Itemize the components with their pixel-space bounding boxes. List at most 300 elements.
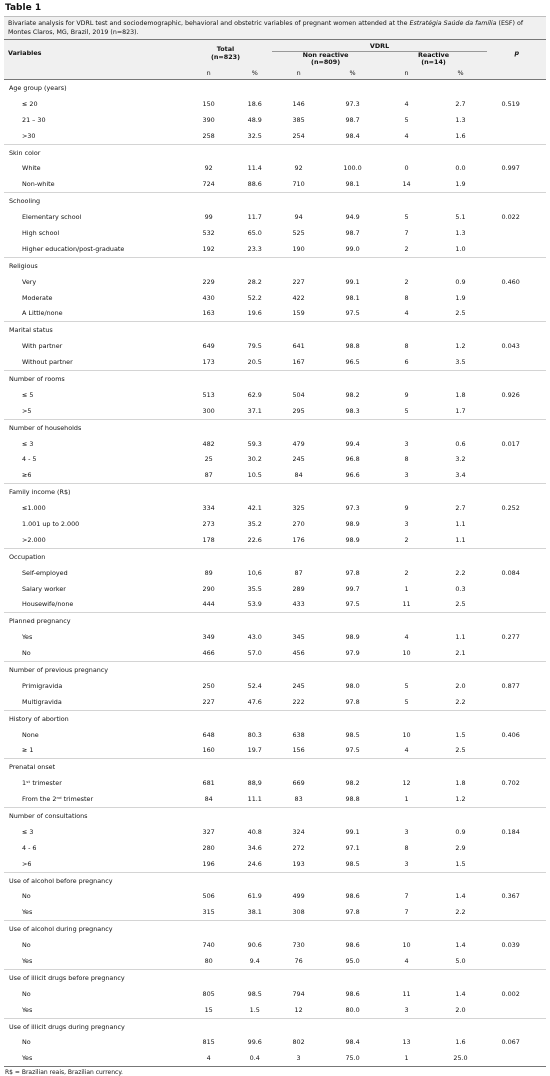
non-reactive-n-cell: 87 <box>294 568 303 577</box>
total-n-cell: 334 <box>202 504 215 513</box>
p-value-cell <box>487 840 546 856</box>
reactive-n-cell: 2 <box>404 277 409 286</box>
non-reactive-pct-cell: 98.7 <box>345 228 360 237</box>
non-reactive-pct-cell: 96.5 <box>345 358 360 367</box>
reactive-n-cell: 7 <box>404 892 409 901</box>
table-group-row <box>4 759 546 775</box>
table-row <box>4 209 546 225</box>
p-value-cell <box>487 516 546 532</box>
total-pct-cell: 23.3 <box>247 244 262 253</box>
group-label: Use of illicit drugs before pregnancy <box>4 969 546 985</box>
total-pct-cell: 42.1 <box>247 504 262 513</box>
non-reactive-pct-cell: 98.2 <box>345 390 360 399</box>
reactive-pct-cell: 2.1 <box>455 649 466 658</box>
non-reactive-pct-cell: 98.6 <box>345 892 360 901</box>
reactive-n-cell: 1 <box>380 1050 434 1066</box>
total-n-cell: 192 <box>202 244 215 253</box>
header-non-reactive-pct: % <box>326 66 380 80</box>
p-value-cell: 0.877 <box>501 681 520 690</box>
header-reactive-n: n <box>380 66 434 80</box>
total-n-cell: 482 <box>202 439 215 448</box>
p-value-cell: 0.043 <box>501 342 520 351</box>
reactive-pct-cell: 1.3 <box>455 228 466 237</box>
total-pct-cell: 62.9 <box>247 390 262 399</box>
total-n-cell: 815 <box>202 1038 215 1047</box>
p-value-cell <box>487 1050 546 1066</box>
table-group-row <box>4 484 546 500</box>
p-value-cell <box>487 290 546 306</box>
non-reactive-pct-cell: 97.3 <box>345 99 360 108</box>
reactive-n-cell: 9 <box>404 390 409 399</box>
table-header <box>4 40 546 80</box>
reactive-pct-cell: 2.5 <box>455 309 466 318</box>
non-reactive-n-cell: 308 <box>292 908 305 917</box>
p-value-cell <box>487 581 546 597</box>
p-value-cell <box>487 904 546 920</box>
reactive-n-cell: 10 <box>402 941 411 950</box>
p-value-cell: 0.277 <box>501 633 520 642</box>
category-label: From the 2ⁿᵈ trimester <box>22 795 94 804</box>
table-footnote: R$ = Brazilian reais, Brazilian currency. <box>5 1069 123 1076</box>
non-reactive-pct-cell: 99.1 <box>345 827 360 836</box>
total-n-cell: 84 <box>204 795 213 804</box>
reactive-n-cell: 6 <box>404 358 409 367</box>
table-row <box>4 451 546 467</box>
table-row <box>4 889 546 905</box>
reactive-n-cell: 9 <box>404 504 409 513</box>
non-reactive-n-cell: 76 <box>294 957 303 966</box>
total-n-cell: 390 <box>202 115 215 124</box>
category-label: None <box>22 730 39 739</box>
non-reactive-pct-cell: 97.5 <box>345 309 360 318</box>
total-n-cell: 724 <box>202 180 215 189</box>
total-n-cell: 163 <box>202 309 215 318</box>
non-reactive-pct-cell: 96.8 <box>345 455 360 464</box>
reactive-n-cell: 0 <box>404 164 409 173</box>
non-reactive-n-cell: 669 <box>292 779 305 788</box>
category-label: Self-employed <box>22 568 68 577</box>
category-label: Elementary school <box>22 213 82 222</box>
total-pct-cell: 34.6 <box>247 843 262 852</box>
reactive-n-cell: 8 <box>404 843 409 852</box>
non-reactive-n-cell: 794 <box>292 989 305 998</box>
total-pct-cell: 98.5 <box>247 989 262 998</box>
category-label: Primigravida <box>22 681 63 690</box>
group-label: Family income (R$) <box>4 484 546 500</box>
group-label: Number of rooms <box>4 371 546 387</box>
table-row <box>4 1035 546 1051</box>
reactive-pct-cell: 0.9 <box>455 277 466 286</box>
total-n-cell: 681 <box>202 779 215 788</box>
group-label: Schooling <box>4 193 546 209</box>
reactive-pct-cell: 2.5 <box>455 746 466 755</box>
table-row <box>4 1050 546 1066</box>
reactive-pct-cell: 1.5 <box>455 730 466 739</box>
group-label: Marital status <box>4 322 546 338</box>
table-row <box>4 274 546 290</box>
total-n-cell: 160 <box>202 746 215 755</box>
non-reactive-pct-cell: 80.0 <box>345 1005 360 1014</box>
reactive-n-cell: 4 <box>404 957 409 966</box>
non-reactive-pct-cell: 98.6 <box>345 941 360 950</box>
table-group-row <box>4 144 546 160</box>
non-reactive-n-cell: 272 <box>292 843 305 852</box>
non-reactive-pct-cell: 97.5 <box>345 600 360 609</box>
reactive-pct-cell: 1.1 <box>455 535 466 544</box>
header-total-pct: % <box>238 66 272 80</box>
total-n-cell: 25 <box>204 455 213 464</box>
non-reactive-pct-cell: 98.3 <box>345 406 360 415</box>
total-pct-cell: 52.2 <box>247 293 262 302</box>
total-pct-cell: 61.9 <box>247 892 262 901</box>
category-label: 1.001 up to 2.000 <box>22 519 80 528</box>
total-pct-cell: 53.9 <box>247 600 262 609</box>
non-reactive-pct-cell: 98.1 <box>345 180 360 189</box>
non-reactive-pct-cell: 98.4 <box>345 131 360 140</box>
total-n-cell: 805 <box>202 989 215 998</box>
total-n-cell: 227 <box>202 697 215 706</box>
table-row <box>4 176 546 192</box>
total-pct-cell: 99.6 <box>247 1038 262 1047</box>
category-label: White <box>22 164 41 173</box>
p-value-cell <box>487 225 546 241</box>
total-n-cell: 89 <box>204 568 213 577</box>
non-reactive-n-cell: 94 <box>294 213 303 222</box>
header-non-reactive-label: Non reactive <box>302 51 349 59</box>
reactive-n-cell: 5 <box>404 406 409 415</box>
non-reactive-pct-cell: 99.4 <box>345 439 360 448</box>
reactive-n-cell: 5 <box>404 115 409 124</box>
table-row <box>4 645 546 661</box>
table-row <box>4 354 546 370</box>
total-n-cell: 513 <box>202 390 215 399</box>
header-row-1 <box>4 40 546 52</box>
header-row-3 <box>4 66 546 80</box>
category-label: No <box>22 1038 31 1047</box>
reactive-n-cell: 13 <box>402 1038 411 1047</box>
non-reactive-pct-cell: 98.1 <box>345 293 360 302</box>
non-reactive-pct-cell: 98.4 <box>345 1038 360 1047</box>
header-p-label: p <box>514 49 520 57</box>
reactive-pct-cell: 5.1 <box>455 213 466 222</box>
category-label: Yes <box>22 633 33 642</box>
category-label: ≤1.000 <box>22 504 46 513</box>
category-label: Yes <box>22 908 33 917</box>
non-reactive-n-cell: 227 <box>292 277 305 286</box>
p-value-cell <box>487 403 546 419</box>
category-label: Without partner <box>22 358 73 367</box>
table-group-row <box>4 419 546 435</box>
total-pct-cell: 0.4 <box>238 1050 272 1066</box>
non-reactive-n-cell: 730 <box>292 941 305 950</box>
table-group-row <box>4 371 546 387</box>
non-reactive-n-cell: 289 <box>292 584 305 593</box>
non-reactive-pct-cell: 97.8 <box>345 697 360 706</box>
reactive-pct-cell: 1.8 <box>455 390 466 399</box>
non-reactive-n-cell: 245 <box>292 681 305 690</box>
category-label: Yes <box>22 957 33 966</box>
total-n-cell: 250 <box>202 681 215 690</box>
non-reactive-n-cell: 710 <box>292 180 305 189</box>
group-label: Occupation <box>4 548 546 564</box>
p-value-cell: 0.002 <box>501 989 520 998</box>
reactive-pct-cell: 1.6 <box>455 131 466 140</box>
non-reactive-pct-cell: 98.8 <box>345 795 360 804</box>
reactive-n-cell: 4 <box>404 633 409 642</box>
reactive-pct-cell: 5.0 <box>455 957 466 966</box>
group-label: Religious <box>4 257 546 273</box>
p-value-cell <box>487 128 546 144</box>
header-non-reactive-n: n <box>272 66 326 80</box>
header-non-reactive <box>272 52 380 67</box>
total-pct-cell: 19.6 <box>247 309 262 318</box>
group-label: Prenatal onset <box>4 759 546 775</box>
total-pct-cell: 24.6 <box>247 859 262 868</box>
non-reactive-n-cell: 146 <box>292 99 305 108</box>
category-label: ≤ 20 <box>22 99 38 108</box>
table-row <box>4 1002 546 1018</box>
reactive-pct-cell: 0.6 <box>455 439 466 448</box>
table-row <box>4 160 546 176</box>
category-label: >2.000 <box>22 535 46 544</box>
total-n-cell: 280 <box>202 843 215 852</box>
table-row <box>4 403 546 419</box>
group-label: Number of previous pregnancy <box>4 662 546 678</box>
total-n-cell: 649 <box>202 342 215 351</box>
total-pct-cell: 11.1 <box>247 795 262 804</box>
non-reactive-pct-cell: 98.8 <box>345 342 360 351</box>
category-label: Multigravida <box>22 697 62 706</box>
reactive-pct-cell: 1.3 <box>455 115 466 124</box>
table-row <box>4 565 546 581</box>
header-non-reactive-count: (n=809) <box>311 58 341 66</box>
table-row <box>4 840 546 856</box>
header-reactive-count: (n=14) <box>421 58 446 66</box>
category-label: 4 - 5 <box>22 455 37 464</box>
total-pct-cell: 57.0 <box>247 649 262 658</box>
p-value-cell <box>487 694 546 710</box>
total-n-cell: 648 <box>202 730 215 739</box>
non-reactive-n-cell: 167 <box>292 358 305 367</box>
total-pct-cell: 38.1 <box>247 908 262 917</box>
table-row <box>4 791 546 807</box>
total-pct-cell: 18.6 <box>247 99 262 108</box>
total-pct-cell: 52.4 <box>247 681 262 690</box>
table-row <box>4 128 546 144</box>
header-total-n: n <box>179 66 237 80</box>
reactive-pct-cell: 0.3 <box>455 584 466 593</box>
total-n-cell: 4 <box>179 1050 237 1066</box>
non-reactive-n-cell: 433 <box>292 600 305 609</box>
non-reactive-pct-cell: 97.8 <box>345 568 360 577</box>
table-row <box>4 338 546 354</box>
reactive-pct-cell: 2.2 <box>455 908 466 917</box>
non-reactive-n-cell: 325 <box>292 504 305 513</box>
p-value-cell: 0.460 <box>501 277 520 286</box>
reactive-pct-cell: 0.9 <box>455 827 466 836</box>
p-value-cell <box>487 597 546 613</box>
non-reactive-n-cell: 193 <box>292 859 305 868</box>
non-reactive-n-cell: 83 <box>294 795 303 804</box>
table-group-row <box>4 921 546 937</box>
reactive-n-cell: 1 <box>404 584 409 593</box>
category-label: 21 – 30 <box>22 115 46 124</box>
total-pct-cell: 37.1 <box>247 406 262 415</box>
p-value-cell: 0.067 <box>501 1038 520 1047</box>
non-reactive-pct-cell: 98.5 <box>345 730 360 739</box>
category-label: No <box>22 892 31 901</box>
non-reactive-n-cell: 176 <box>292 535 305 544</box>
category-label: ≥6 <box>22 471 32 480</box>
total-n-cell: 229 <box>202 277 215 286</box>
reactive-n-cell: 2 <box>404 535 409 544</box>
non-reactive-n-cell: 12 <box>294 1005 303 1014</box>
reactive-n-cell: 3 <box>404 1005 409 1014</box>
table-group-row <box>4 662 546 678</box>
reactive-n-cell: 5 <box>404 681 409 690</box>
category-label: No <box>22 649 31 658</box>
category-label: ≤ 3 <box>22 827 34 836</box>
reactive-pct-cell: 2.0 <box>455 1005 466 1014</box>
total-n-cell: 349 <box>202 633 215 642</box>
p-value-cell <box>487 856 546 872</box>
category-label: Moderate <box>22 293 53 302</box>
total-pct-cell: 43.0 <box>247 633 262 642</box>
header-reactive <box>380 52 488 67</box>
table-row <box>4 629 546 645</box>
p-value-cell: 0.039 <box>501 941 520 950</box>
non-reactive-n-cell: 324 <box>292 827 305 836</box>
reactive-n-cell: 8 <box>404 455 409 464</box>
reactive-pct-cell: 1.1 <box>455 519 466 528</box>
p-value-cell <box>487 354 546 370</box>
non-reactive-n-cell: 802 <box>292 1038 305 1047</box>
total-n-cell: 196 <box>202 859 215 868</box>
table-row <box>4 467 546 483</box>
caption-text-end: (ESF) of Montes Claros, MG, Brazil, 2019 (n=823). <box>8 20 524 36</box>
total-n-cell: 444 <box>202 600 215 609</box>
p-value-cell <box>487 1002 546 1018</box>
non-reactive-pct-cell: 97.5 <box>345 746 360 755</box>
total-pct-cell: 30.2 <box>247 455 262 464</box>
p-value-cell <box>487 176 546 192</box>
table-row <box>4 436 546 452</box>
reactive-pct-cell: 3.5 <box>455 358 466 367</box>
category-label: No <box>22 941 31 950</box>
non-reactive-pct-cell: 97.9 <box>345 649 360 658</box>
total-pct-cell: 79.5 <box>247 342 262 351</box>
table-row <box>4 112 546 128</box>
group-label: Use of alcohol before pregnancy <box>4 872 546 888</box>
reactive-n-cell: 10 <box>402 730 411 739</box>
p-value-cell: 0.252 <box>501 504 520 513</box>
reactive-pct-cell: 1.1 <box>455 633 466 642</box>
non-reactive-n-cell: 479 <box>292 439 305 448</box>
reactive-pct-cell: 25.0 <box>434 1050 488 1066</box>
reactive-n-cell: 7 <box>404 908 409 917</box>
non-reactive-n-cell: 345 <box>292 633 305 642</box>
table-group-row <box>4 613 546 629</box>
non-reactive-pct-cell: 75.0 <box>326 1050 380 1066</box>
reactive-pct-cell: 1.4 <box>455 941 466 950</box>
reactive-n-cell: 8 <box>404 293 409 302</box>
non-reactive-n-cell: 499 <box>292 892 305 901</box>
p-value-cell: 0.926 <box>501 390 520 399</box>
data-table <box>4 39 546 1067</box>
p-value-cell: 0.084 <box>501 568 520 577</box>
total-n-cell: 92 <box>204 164 213 173</box>
table-row <box>4 856 546 872</box>
p-value-cell <box>487 645 546 661</box>
table-row <box>4 500 546 516</box>
reactive-pct-cell: 2.7 <box>455 504 466 513</box>
non-reactive-pct-cell: 98.9 <box>345 633 360 642</box>
reactive-n-cell: 4 <box>404 309 409 318</box>
table-row <box>4 96 546 112</box>
reactive-pct-cell: 1.4 <box>455 989 466 998</box>
non-reactive-pct-cell: 99.1 <box>345 277 360 286</box>
reactive-pct-cell: 1.0 <box>455 244 466 253</box>
table-group-row <box>4 1018 546 1034</box>
category-label: >5 <box>22 406 32 415</box>
total-pct-cell: 88,9 <box>247 779 262 788</box>
total-pct-cell: 28.2 <box>247 277 262 286</box>
group-label: Age group (years) <box>4 80 546 96</box>
non-reactive-pct-cell: 98.0 <box>345 681 360 690</box>
table-group-row <box>4 548 546 564</box>
header-p <box>487 40 546 67</box>
table-caption <box>4 16 546 39</box>
reactive-pct-cell: 1.4 <box>455 892 466 901</box>
reactive-n-cell: 5 <box>404 697 409 706</box>
reactive-pct-cell: 0.0 <box>455 164 466 173</box>
p-value-cell <box>487 532 546 548</box>
total-n-cell: 173 <box>202 358 215 367</box>
reactive-n-cell: 3 <box>404 827 409 836</box>
total-n-cell: 327 <box>202 827 215 836</box>
total-n-cell: 150 <box>202 99 215 108</box>
table-group-row <box>4 872 546 888</box>
table-row <box>4 953 546 969</box>
total-n-cell: 532 <box>202 228 215 237</box>
table-row <box>4 581 546 597</box>
table-row <box>4 225 546 241</box>
table-group-row <box>4 808 546 824</box>
reactive-pct-cell: 1.7 <box>455 406 466 415</box>
non-reactive-pct-cell: 94.9 <box>345 213 360 222</box>
total-n-cell: 506 <box>202 892 215 901</box>
category-label: With partner <box>22 342 63 351</box>
group-label: Number of consultations <box>4 808 546 824</box>
caption-text-start: Bivariate analysis for VDRL test and sociodemographic, behavioral and obstetric variables of pregnant women attended at the <box>8 20 410 27</box>
reactive-pct-cell: 1.9 <box>455 293 466 302</box>
reactive-pct-cell: 3.4 <box>455 471 466 480</box>
total-n-cell: 740 <box>202 941 215 950</box>
table-row <box>4 290 546 306</box>
p-value-cell <box>487 467 546 483</box>
non-reactive-pct-cell: 99.0 <box>345 244 360 253</box>
p-value-cell <box>487 953 546 969</box>
total-pct-cell: 40.8 <box>247 827 262 836</box>
non-reactive-n-cell: 385 <box>292 115 305 124</box>
p-value-cell <box>487 241 546 257</box>
total-pct-cell: 47.6 <box>247 697 262 706</box>
reactive-pct-cell: 1.6 <box>455 1038 466 1047</box>
reactive-n-cell: 3 <box>404 471 409 480</box>
table-row <box>4 775 546 791</box>
total-n-cell: 99 <box>204 213 213 222</box>
non-reactive-n-cell: 504 <box>292 390 305 399</box>
